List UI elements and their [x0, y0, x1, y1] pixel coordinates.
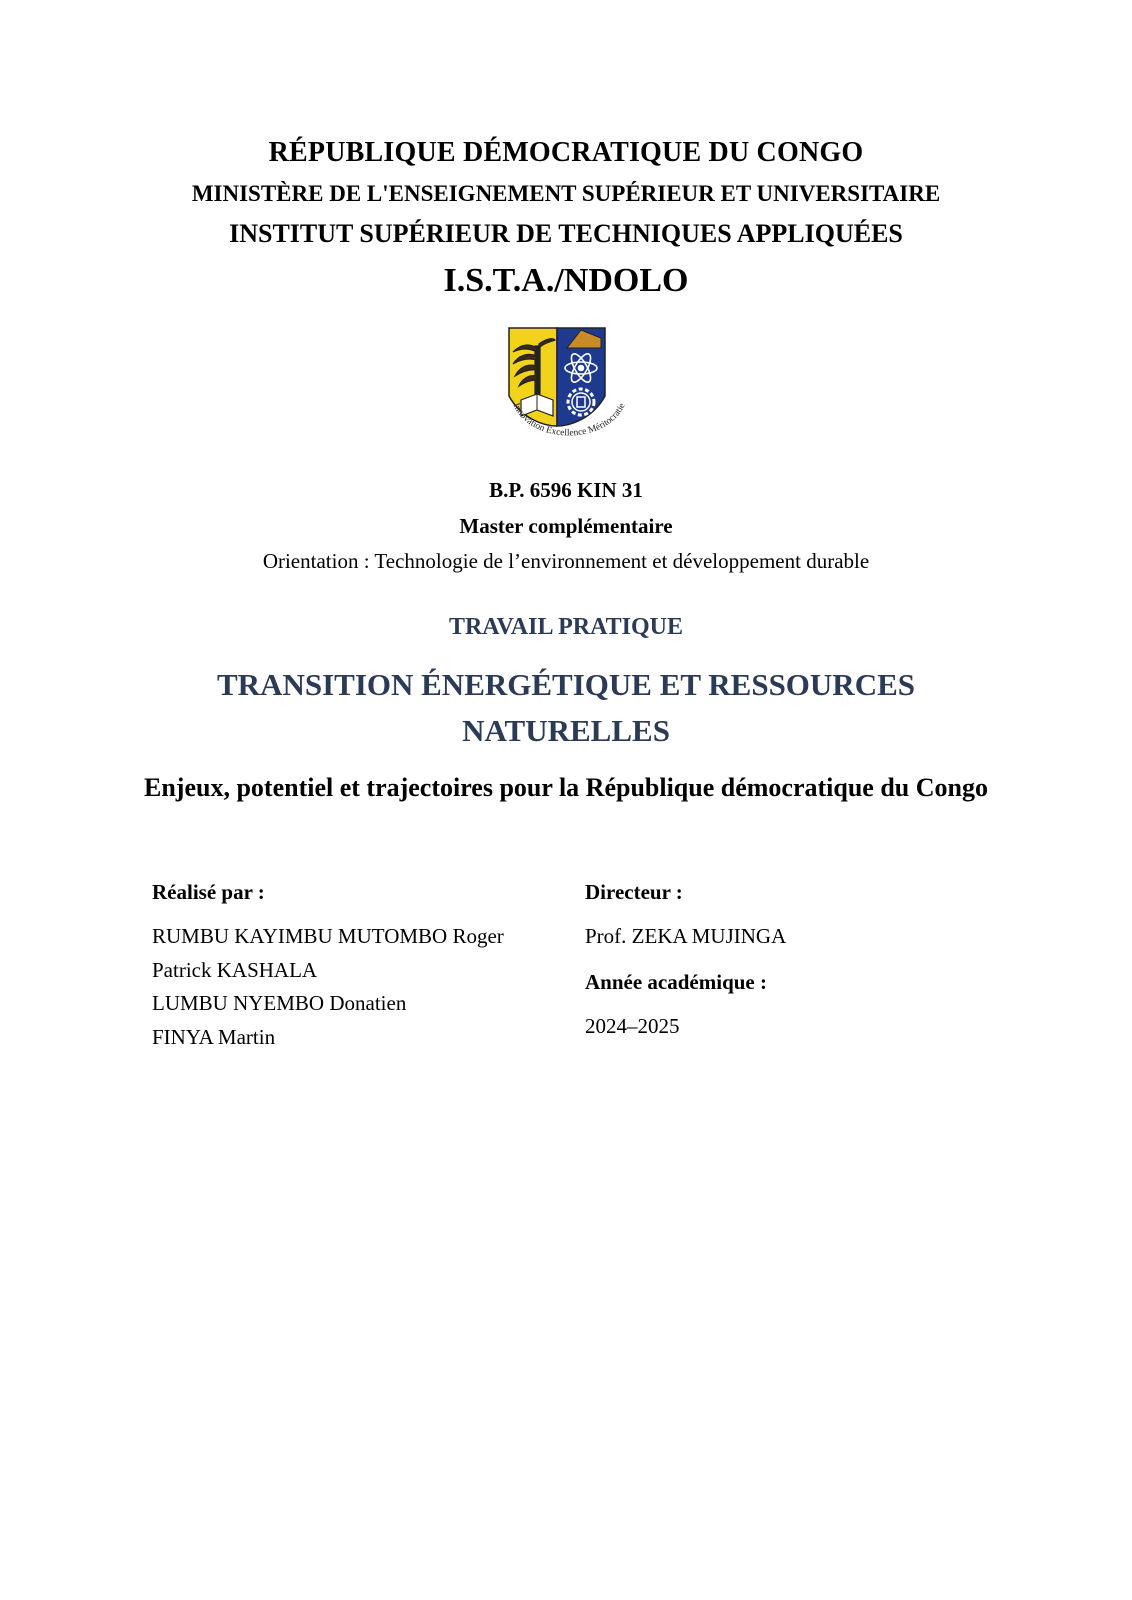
director-section [585, 880, 1005, 1043]
ministry-name: MINISTÈRE DE L'ENSEIGNEMENT SUPÉRIEUR ET UNIVERSITAIRE [191, 181, 941, 206]
authors-heading: Réalisé par : [152, 880, 265, 904]
document-subtitle: Enjeux, potentiel et trajectoires pour la République démocratique du Congo [143, 773, 989, 802]
program-name: Master complémentaire [459, 514, 673, 538]
authors-section [152, 880, 572, 1054]
program-orientation: Orientation : Technologie de l’environnement et développement durable [262, 549, 870, 573]
academic-year-value: 2024–2025 [585, 1013, 680, 1038]
document-type: TRAVAIL PRATIQUE [448, 614, 684, 640]
director-name: Prof. ZEKA MUJINGA [585, 924, 787, 948]
document-title: TRANSITION ÉNERGÉTIQUE ET RESSOURCES NATURELLES [217, 667, 915, 748]
institute-name: INSTITUT SUPÉRIEUR DE TECHNIQUES APPLIQUÉES [229, 219, 903, 248]
country-name: RÉPUBLIQUE DÉMOCRATIQUE DU CONGO [268, 137, 864, 168]
author-name: FINYA Martin [152, 1024, 276, 1049]
postbox: B.P. 6596 KIN 31 [489, 478, 643, 502]
institute-logo [503, 326, 635, 452]
academic-year-heading: Année académique : [585, 969, 767, 994]
director-heading: Directeur : [585, 880, 683, 904]
logo-motto: Innovation Excellence Méritocratie [510, 401, 628, 439]
author-name: RUMBU KAYIMBU MUTOMBO Roger [152, 924, 504, 948]
author-name: Patrick KASHALA [152, 957, 318, 982]
institute-acronym: I.S.T.A./NDOLO [443, 262, 689, 299]
author-name: LUMBU NYEMBO Donatien [152, 991, 407, 1015]
